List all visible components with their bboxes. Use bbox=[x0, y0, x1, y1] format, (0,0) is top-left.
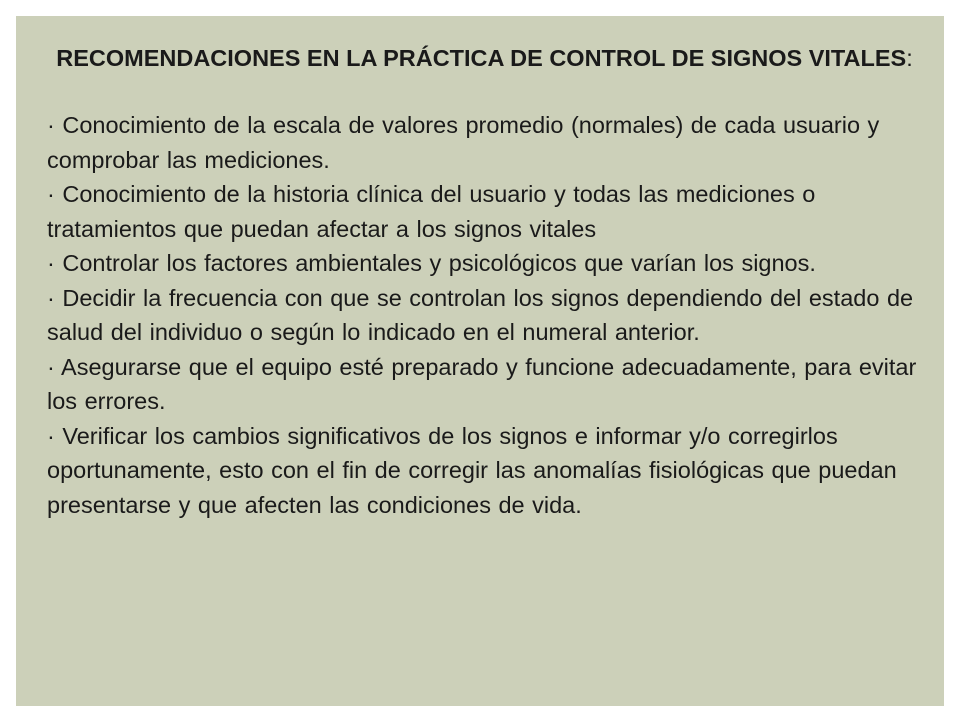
recommendation-item: · Conocimiento de la escala de valores promedio (normales) de cada usuario y comprobar las mediciones. bbox=[47, 112, 880, 173]
recommendation-item: · Conocimiento de la historia clínica del usuario y todas las mediciones o tratamientos que puedan afectar a los signos vitales bbox=[47, 181, 816, 242]
recommendation-item: · Verificar los cambios significativos de los signos e informar y/o corregirlos oportunamente, esto con el fin de corregir las anomalías fisiológicas que puedan presentarse y que afecten las condiciones de vida. bbox=[47, 422, 897, 518]
recommendation-item: · Decidir la frecuencia con que se controlan los signos dependiendo del estado de salud del individuo o según lo indicado en el numeral anterior. bbox=[47, 284, 914, 345]
slide-title bbox=[47, 42, 922, 75]
recommendation-item: · Controlar los factores ambientales y psicológicos que varían los signos. bbox=[47, 250, 816, 276]
recommendation-item: · Asegurarse que el equipo esté preparado y funcione adecuadamente, para evitar los errores. bbox=[47, 353, 917, 414]
slide-title-text: RECOMENDACIONES EN LA PRÁCTICA DE CONTROL DE SIGNOS VITALES bbox=[56, 45, 907, 71]
recommendation-list bbox=[47, 108, 922, 522]
slide-title-colon: : bbox=[906, 45, 913, 71]
slide-panel bbox=[16, 16, 944, 706]
